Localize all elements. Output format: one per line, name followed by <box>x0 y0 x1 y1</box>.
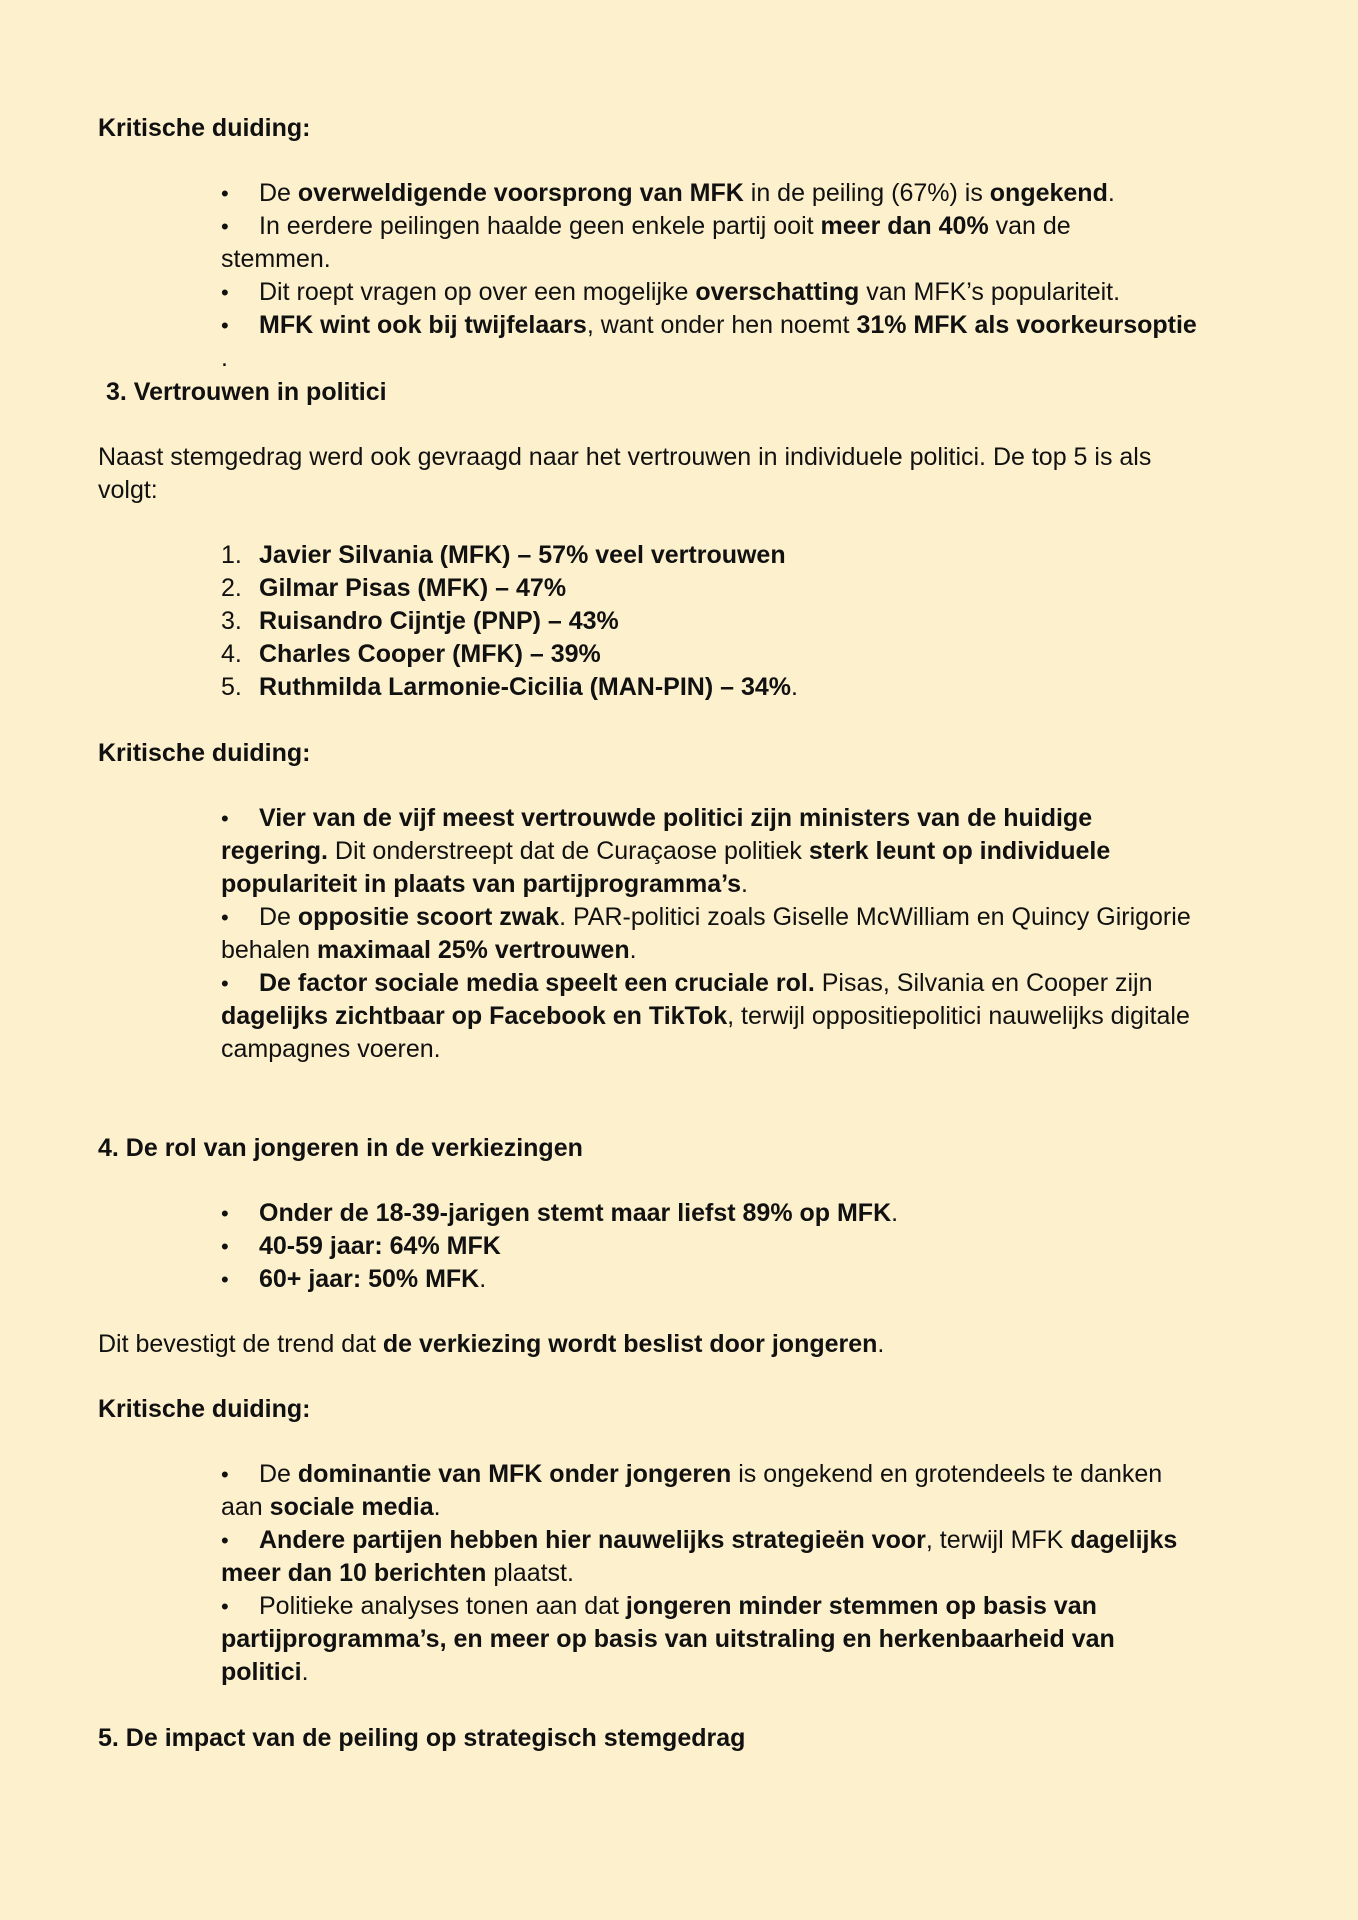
list-item <box>221 1458 1286 1491</box>
bold-text: dagelijks zichtbaar op Facebook en TikTok <box>221 1002 728 1030</box>
numbered-list <box>221 539 1121 704</box>
text: . <box>741 870 748 898</box>
text: is ongekend en grotendeels te danken <box>731 1460 1163 1488</box>
list-item <box>221 1197 1286 1230</box>
list-item <box>221 1524 1286 1557</box>
text: . <box>1107 179 1115 207</box>
bold-text: 31% MFK als voorkeursoptie <box>856 311 1197 339</box>
section-heading: Kritische duiding: <box>98 1395 311 1423</box>
bold-text: regering. <box>221 837 328 865</box>
bold-text: sterk leunt op individuele <box>808 837 1111 865</box>
list-item <box>221 1263 1286 1296</box>
bullet-list <box>221 177 1286 375</box>
text: De <box>259 1460 298 1488</box>
text: De <box>259 903 298 931</box>
list-item-continuation <box>221 1623 1286 1656</box>
bullet-list <box>221 1458 1286 1689</box>
list-item <box>221 309 1286 342</box>
bold-text: Onder de 18-39-jarigen stemt maar liefst 89% op MFK <box>259 1199 892 1227</box>
list-item <box>221 802 1286 835</box>
bullet-icon: • <box>221 214 229 239</box>
bold-text: partijprogramma’s, en meer op basis van uitstraling en herkenbaarheid van <box>221 1625 1115 1653</box>
list-item-continuation <box>221 934 1286 967</box>
list-number: 4. <box>221 640 242 668</box>
bold-text: overschatting <box>695 278 860 306</box>
text: behalen <box>221 936 317 964</box>
section-heading: Kritische duiding: <box>98 739 311 767</box>
text: . <box>629 936 637 964</box>
bold-text: politici <box>221 1658 302 1686</box>
text: aan <box>221 1493 270 1521</box>
list-number: 1. <box>221 541 242 569</box>
bold-text: De factor sociale media speelt een cruciale rol. <box>259 969 815 997</box>
text: Dit roept vragen op over een mogelijke <box>259 278 696 306</box>
bold-text: Ruisandro Cijntje (PNP) – 43% <box>259 607 619 635</box>
section-heading: 5. De impact van de peiling op strategisch stemgedrag <box>98 1724 746 1752</box>
text: , terwijl MFK <box>925 1526 1071 1554</box>
bullet-icon: • <box>221 280 229 305</box>
paragraph <box>98 1328 1278 1361</box>
bold-text: 60+ jaar: 50% MFK <box>259 1265 480 1293</box>
list-item-continuation <box>221 1656 1286 1689</box>
bold-text: Gilmar Pisas (MFK) – 47% <box>259 574 567 602</box>
text: , want onder hen noemt <box>586 311 857 339</box>
list-item <box>221 605 1121 638</box>
text: Dit onderstreept dat de Curaçaose politiek <box>327 837 809 865</box>
list-item <box>221 210 1286 243</box>
list-item <box>221 177 1286 210</box>
bullet-icon: • <box>221 971 229 996</box>
bold-text: meer dan 10 berichten <box>221 1559 487 1587</box>
bold-text: overweldigende voorsprong van MFK <box>297 179 744 207</box>
list-item <box>221 539 1121 572</box>
list-item-continuation: stemmen. <box>221 245 331 273</box>
list-item <box>221 967 1286 1000</box>
bold-text: dominantie van MFK onder jongeren <box>297 1460 732 1488</box>
text: . <box>479 1265 487 1293</box>
list-item <box>221 276 1286 309</box>
list-item-continuation <box>221 1557 1286 1590</box>
bold-text: oppositie scoort zwak <box>297 903 560 931</box>
bold-text: Vier van de vijf meest vertrouwde politici zijn ministers van de huidige <box>259 804 1093 832</box>
bullet-icon: • <box>221 905 229 930</box>
list-item <box>221 901 1286 934</box>
bullet-list <box>221 802 1286 1066</box>
text: . <box>301 1658 309 1686</box>
bold-text: populariteit in plaats van partijprogramma’s <box>221 870 742 898</box>
text: van de <box>988 212 1071 240</box>
list-number: 2. <box>221 574 242 602</box>
text: Pisas, Silvania en Cooper zijn <box>814 969 1153 997</box>
text: van MFK’s populariteit. <box>859 278 1121 306</box>
text: In eerdere peilingen haalde geen enkele partij ooit <box>259 212 821 240</box>
bullet-icon: • <box>221 313 229 338</box>
list-item <box>221 1590 1286 1623</box>
bullet-icon: • <box>221 1528 229 1553</box>
bold-text: maximaal 25% vertrouwen <box>316 936 630 964</box>
text: volgt: <box>98 476 158 504</box>
section-heading: 3. Vertrouwen in politici <box>106 378 387 406</box>
bullet-icon: • <box>221 1594 229 1619</box>
text: plaatst. <box>486 1559 574 1587</box>
bullet-icon: • <box>221 806 229 831</box>
bullet-icon: • <box>221 1267 229 1292</box>
list-item-continuation <box>221 1491 1286 1524</box>
bold-text: Andere partijen hebben hier nauwelijks strategieën voor <box>259 1526 926 1554</box>
list-item-continuation: campagnes voeren. <box>221 1035 441 1063</box>
bold-text: Ruthmilda Larmonie-Cicilia (MAN-PIN) – 34% <box>259 673 792 701</box>
text: . PAR-politici zoals Giselle McWilliam en Quincy Girigorie <box>559 903 1191 931</box>
list-number: 5. <box>221 673 242 701</box>
text: . <box>433 1493 441 1521</box>
bullet-icon: • <box>221 1201 229 1226</box>
text: . <box>791 673 798 701</box>
text: Naast stemgedrag werd ook gevraagd naar het vertrouwen in individuele politici. De top 5 is als <box>98 443 1152 471</box>
bullet-icon: • <box>221 181 229 206</box>
section-heading: Kritische duiding: <box>98 114 311 142</box>
bold-text: sociale media <box>269 1493 434 1521</box>
list-item-continuation: . <box>221 344 228 372</box>
list-item-continuation <box>221 868 1286 901</box>
text: in de peiling (67%) is <box>743 179 990 207</box>
text: . <box>877 1330 885 1358</box>
section-heading: 4. De rol van jongeren in de verkiezingen <box>98 1134 583 1162</box>
list-item <box>221 1230 1286 1263</box>
bold-text: Javier Silvania (MFK) – 57% veel vertrouwen <box>259 541 786 569</box>
text: Dit bevestigt de trend dat <box>98 1330 383 1358</box>
bold-text: dagelijks <box>1070 1526 1178 1554</box>
list-item <box>221 638 1121 671</box>
list-item-continuation <box>221 1000 1286 1033</box>
bold-text: MFK wint ook bij twijfelaars <box>259 311 587 339</box>
list-item <box>221 671 1121 704</box>
bold-text: meer dan 40% <box>820 212 989 240</box>
bullet-icon: • <box>221 1234 229 1259</box>
text: Politieke analyses tonen aan dat <box>259 1592 626 1620</box>
bold-text: 40-59 jaar: 64% MFK <box>259 1232 501 1260</box>
bold-text: Charles Cooper (MFK) – 39% <box>259 640 601 668</box>
bold-text: jongeren minder stemmen op basis van <box>625 1592 1097 1620</box>
bold-text: de verkiezing wordt beslist door jongeren <box>382 1330 878 1358</box>
paragraph <box>98 441 1278 507</box>
text: , terwijl oppositiepolitici nauwelijks digitale <box>727 1002 1190 1030</box>
text: De <box>259 179 298 207</box>
list-number: 3. <box>221 607 242 635</box>
bullet-icon: • <box>221 1462 229 1487</box>
text: . <box>891 1199 899 1227</box>
list-item-continuation <box>221 835 1286 868</box>
bold-text: ongekend <box>989 179 1108 207</box>
list-item <box>221 572 1121 605</box>
bullet-list <box>221 1197 1286 1296</box>
